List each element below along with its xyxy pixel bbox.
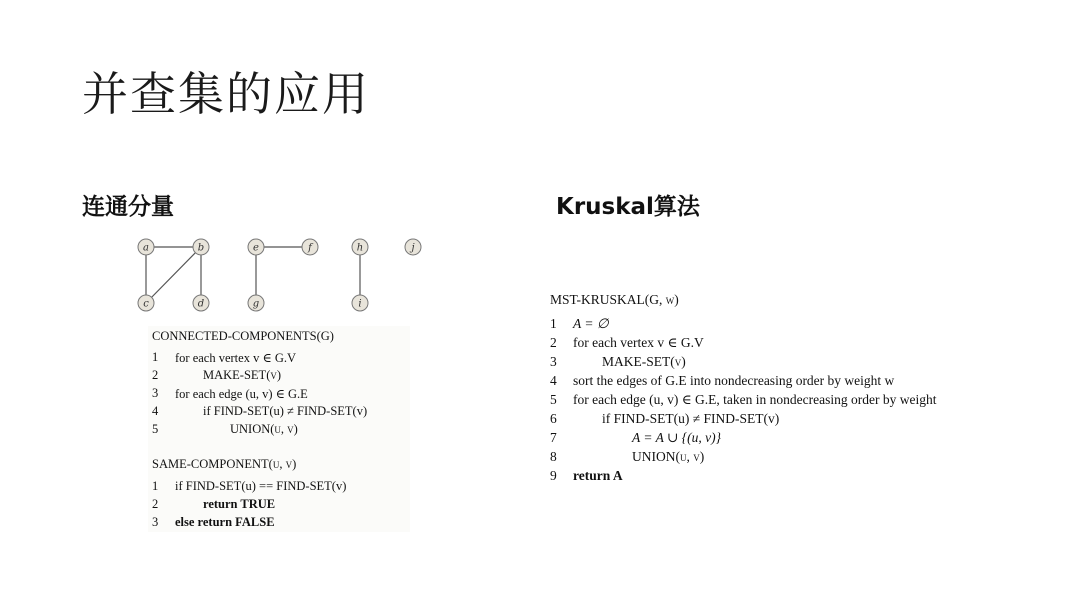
line-number: 4	[152, 404, 159, 418]
graph-node	[352, 239, 368, 255]
connected-components-heading: 连通分量	[82, 194, 174, 220]
code-line: UNION(u, v)	[632, 449, 705, 464]
line-number: 2	[152, 497, 159, 511]
line-number: 4	[550, 373, 557, 388]
svg-text:a: a	[143, 242, 149, 254]
kruskal-header: MST-KRUSKAL(G, w)	[550, 292, 679, 307]
line-number: 3	[152, 515, 159, 529]
svg-text:g: g	[252, 298, 260, 310]
code-line: else return FALSE	[175, 515, 275, 529]
svg-text:d: d	[197, 298, 205, 310]
graph-node	[405, 239, 421, 255]
svg-text:j: j	[411, 242, 415, 254]
graph-node	[352, 295, 368, 311]
line-number: 5	[152, 422, 159, 436]
code-line: return TRUE	[203, 497, 276, 511]
graph-node	[248, 295, 264, 311]
same-component-header: SAME-COMPONENT(u, v)	[152, 457, 297, 471]
line-number: 9	[550, 468, 557, 483]
graph-node	[193, 239, 209, 255]
code-line: if FIND-SET(u) ≠ FIND-SET(v)	[203, 404, 368, 418]
slide-title: 并查集的应用	[82, 67, 370, 121]
code-line: sort the edges of G.E into nondecreasing order by weight w	[573, 373, 895, 388]
svg-text:h: h	[356, 242, 364, 254]
line-number: 7	[550, 430, 557, 445]
graph-node	[248, 239, 264, 255]
svg-text:b: b	[197, 242, 205, 254]
connected-components-pseudocode	[148, 326, 410, 532]
code-line: for each edge (u, v) ∈ G.E, taken in nondecreasing order by weight	[573, 392, 937, 407]
kruskal-heading: Kruskal算法	[556, 194, 700, 220]
code-line: MAKE-SET(v)	[203, 368, 282, 382]
graph-node	[193, 295, 209, 311]
line-number: 3	[152, 386, 159, 400]
svg-text:c: c	[143, 298, 149, 310]
line-number: 6	[550, 411, 557, 426]
graph-figure	[130, 232, 430, 318]
code-line: return A	[573, 468, 623, 483]
line-number: 1	[152, 479, 159, 493]
graph-node	[302, 239, 318, 255]
graph-node	[138, 295, 154, 311]
code-line: for each edge (u, v) ∈ G.E	[175, 387, 308, 401]
line-number: 1	[152, 350, 159, 364]
svg-text:i: i	[358, 298, 362, 310]
code-line: A = A ∪ {(u, v)}	[632, 430, 721, 445]
line-number: 2	[152, 368, 159, 382]
edge-b-c	[146, 247, 201, 303]
line-number: 1	[550, 316, 557, 331]
code-line: if FIND-SET(u) ≠ FIND-SET(v)	[602, 411, 780, 426]
connected-components-header: CONNECTED-COMPONENTS(G)	[152, 329, 334, 343]
code-line: MAKE-SET(v)	[602, 354, 686, 369]
line-number: 3	[550, 354, 557, 369]
line-number: 5	[550, 392, 557, 407]
graph-node	[138, 239, 154, 255]
code-line: A = ∅	[573, 316, 609, 331]
svg-text:f: f	[308, 242, 312, 254]
svg-text:e: e	[253, 242, 259, 254]
line-number: 8	[550, 449, 557, 464]
code-line: UNION(u, v)	[230, 422, 298, 436]
code-line: for each vertex v ∈ G.V	[573, 335, 704, 350]
line-number: 2	[550, 335, 557, 350]
code-line: for each vertex v ∈ G.V	[175, 351, 297, 365]
code-line: if FIND-SET(u) == FIND-SET(v)	[175, 479, 347, 493]
kruskal-pseudocode	[550, 290, 1020, 490]
